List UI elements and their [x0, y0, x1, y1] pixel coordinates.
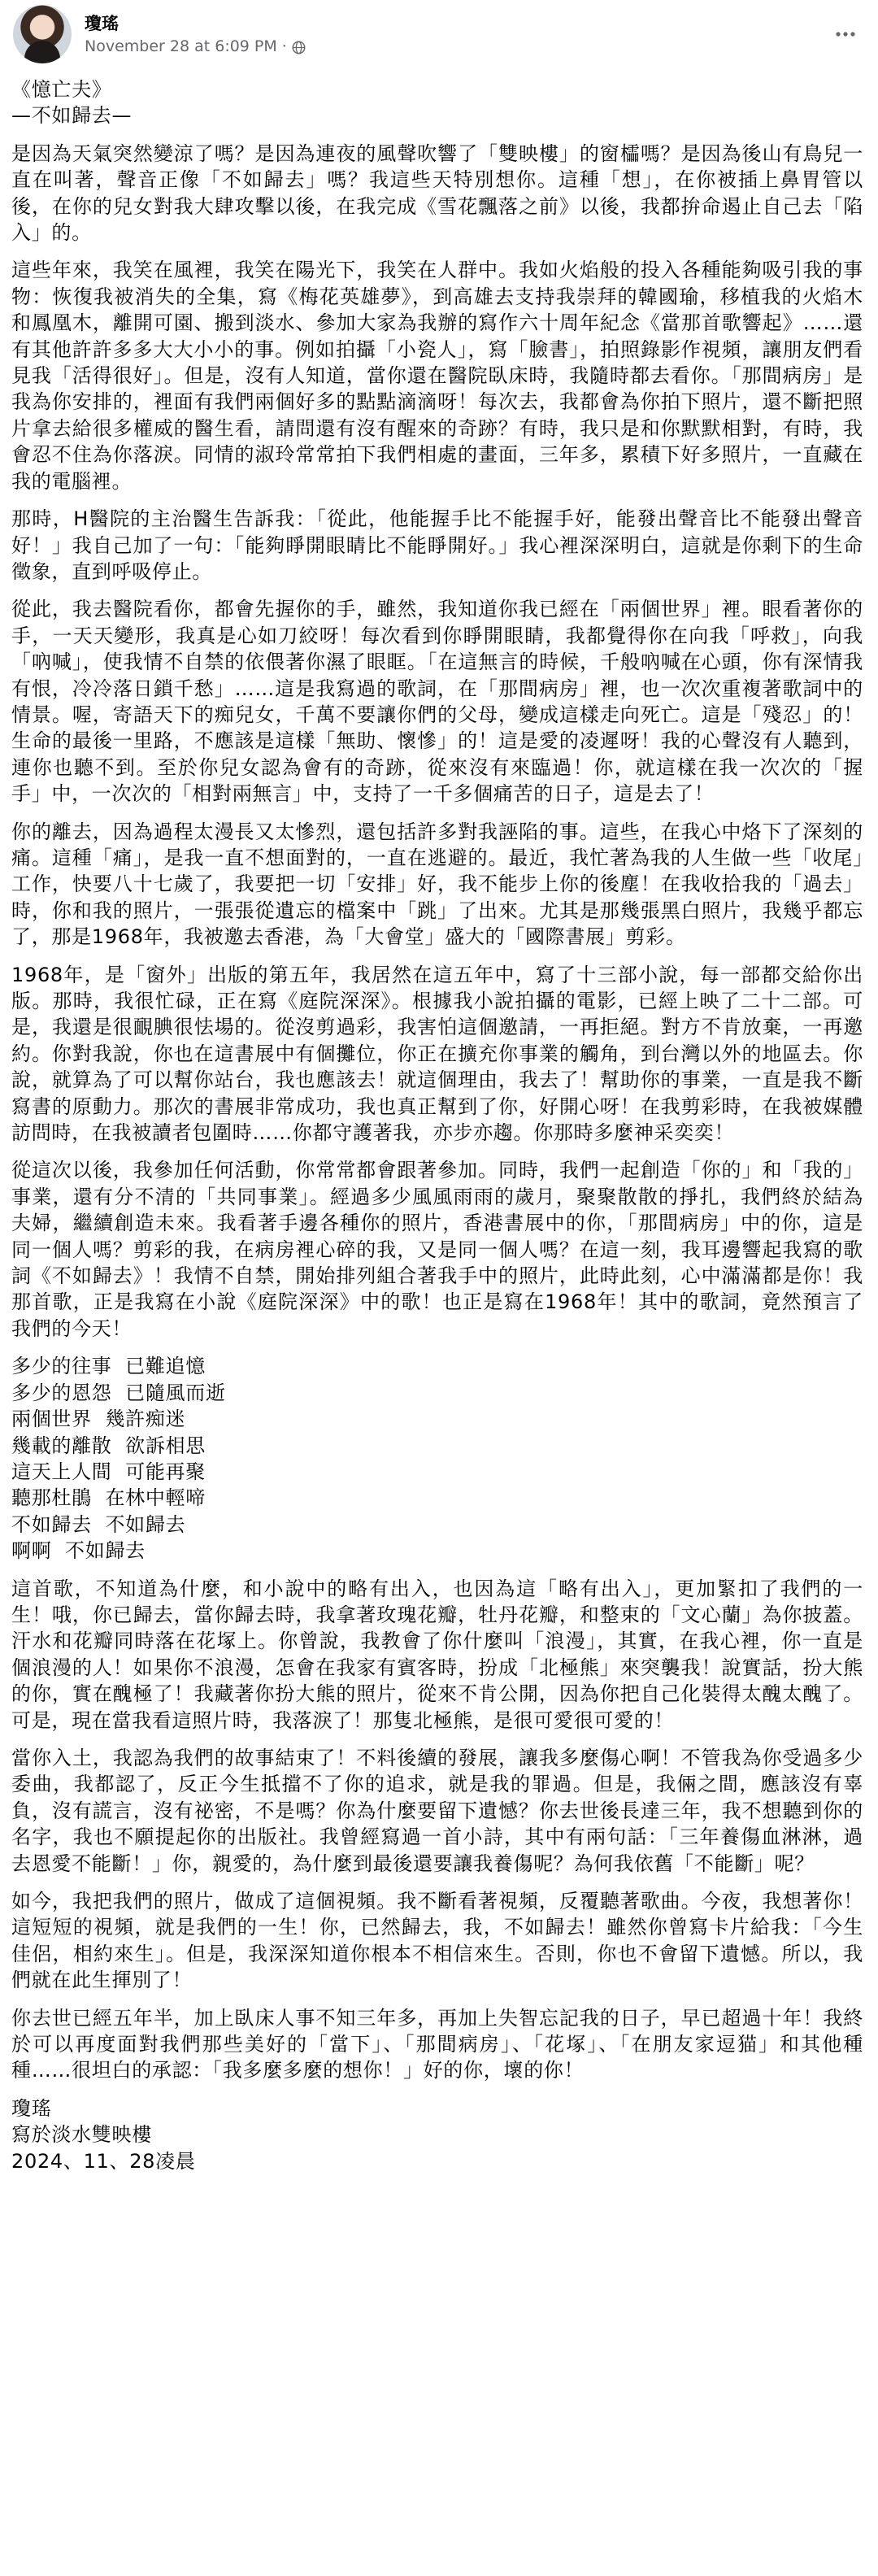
globe-icon[interactable] — [292, 40, 306, 54]
signature-place: 寫於淡水雙映樓 — [11, 2123, 152, 2147]
lyric-line: 多少的恩怨 已隨風而逝 — [11, 1381, 226, 1404]
paragraph: 是因為天氣突然變涼了嗎？是因為連夜的風聲吹響了「雙映樓」的窗櫺嗎？是因為後山有鳥兒一直在叫著，聲音正像「不如歸去」嗎？我這些天特別想你。這種「想」，在你被插上鼻胃管以後，在你的兒女對我大肆攻擊以後，在我完成《雪花飄落之前》以後，我都拚命遏止自己去「陷入」的。 — [11, 141, 863, 245]
lyric-line: 啊啊 不如歸去 — [11, 1539, 146, 1563]
more-horizontal-icon[interactable] — [826, 15, 865, 54]
post-body — [0, 68, 878, 2174]
signature-block — [11, 2095, 863, 2174]
lyric-line: 幾載的離散 欲訴相思 — [11, 1434, 206, 1457]
paragraph: 這首歌，不知道為什麼，和小說中的略有出入，也因為這「略有出入」，更加緊扣了我們的一生！哦，你已歸去，當你歸去時，我拿著玫瑰花瓣，牡丹花瓣，和整束的「文心蘭」為你披蓋。汗水和花瓣同時落在花塚上。你曾說，我教會了你什麼叫「浪漫」，其實，在我心裡，你一直是個浪漫的人！如果你不浪漫，怎會在我家有賓客時，扮成「北極熊」來突襲我！說實話，扮大熊的你，實在醜極了！我藏著你扮大熊的照片，從來不肯公開，因為你把自己化裝得太醜太醜了。可是，現在當我看這照片時，我落淚了！那隻北極熊，是很可愛很可愛的！ — [11, 1577, 863, 1732]
post-meta — [85, 12, 826, 56]
paragraph: 從這次以後，我參加任何活動，你常常都會跟著參加。同時，我們一起創造「你的」和「我的」事業，還有分不清的「共同事業」。經過多少風風雨雨的歲月，聚聚散散的掙扎，我們終於結為夫婦，繼續創造未來。我看著手邊各種你的照片，香港書展中的你，「那間病房」中的你，這是同一個人嗎？剪彩的我，在病房裡心碎的我，又是同一個人嗎？在這一刻，我耳邊響起我寫的歌詞《不如歸去》！我情不自禁，開始排列組合著我手中的照片，此時此刻，心中滿滿都是你！我那首歌，正是我寫在小說《庭院深深》中的歌！也正是寫在1968年！其中的歌詞，竟然預言了我們的今天！ — [11, 1159, 863, 1340]
paragraph: 1968年，是「窗外」出版的第五年，我居然在這五年中，寫了十三部小說，每一部都交給你出版。那時，我很忙碌，正在寫《庭院深深》。根據我小說拍攝的電影，已經上映了二十二部。可是，我還是很靦腆很怯場的。從沒剪過彩，我害怕這個邀請，一再拒絕。對方不肯放棄，一再邀約。你對我說，你也在這書展中有個攤位，你正在擴充你事業的觸角，到台灣以外的地區去。你說，就算為了可以幫你站台，我也應該去！就這個理由，我去了！幫助你的事業，一直是我不斷寫書的原動力。那次的書展非常成功，我也真正幫到了你，好開心呀！在我剪彩時，在我被媒體訪問時，在我被讀者包圍時……你都守護著我，亦步亦趨。你那時多麼神采奕奕！ — [11, 963, 863, 1145]
post-timestamp[interactable]: November 28 at 6:09 PM — [85, 37, 277, 55]
post-title-block — [11, 76, 863, 129]
signature-date: 2024、11、28凌晨 — [11, 2149, 196, 2173]
paragraph: 從此，我去醫院看你，都會先握你的手，雖然，我知道你我已經在「兩個世界」裡。眼看著你的手，一天天變形，我真是心如刀絞呀！每次看到你睜開眼睛，我都覺得你在向我「呼救」，向我「吶喊」，使我情不自禁的依偎著你濕了眼眶。「在這無言的時候，千般吶喊在心頭，你有深情我有恨，冷冷落日鎖千愁」……這是我寫過的歌詞，在「那間病房」裡，也一次次重複著歌詞中的情景。喔，寄語天下的痴兒女，千萬不要讓你們的父母，變成這樣走向死亡。這是「殘忍」的！生命的最後一里路，不應該是這樣「無助、懷慘」的！這是愛的凌遲呀！我的心聲沒有人聽到，連你也聽不到。至於你兒女認為會有的奇跡，從來沒有來臨過！你，就這樣在我一次次的「握手」中，一次次的「相對兩無言」中，支持了一千多個痛苦的日子，這是去了！ — [11, 598, 863, 806]
avatar-figure — [24, 41, 60, 63]
paragraph: 那時，H醫院的主治醫生告訴我：「從此，他能握手比不能握手好，能發出聲音比不能發出聲音好！」我自己加了一句：「能夠睜開眼睛比不能睜開好。」我心裡深深明白，這就是你剩下的生命徵象，直到呼吸停止。 — [11, 507, 863, 583]
paragraph: 你的離去，因為過程太漫長又太慘烈，還包括許多對我誣陷的事。這些，在我心中烙下了深刻的痛。這種「痛」，是我一直不想面對的，一直在逃避的。最近，我忙著為我的人生做一些「收尾」工作，快要八十七歲了，我要把一切「安排」好，我不能步上你的後塵！在我收拾我的「過去」時，你和我的照片，一張張從遺忘的檔案中「跳」了出來。尤其是那幾張黑白照片，我幾乎都忘了，那是1968年，我被邀去香港，為「大會堂」盛大的「國際書展」剪彩。 — [11, 820, 863, 949]
lyric-line: 兩個世界 幾許痴迷 — [11, 1408, 186, 1431]
author-name[interactable]: 瓊瑤 — [85, 14, 119, 33]
post-subtitle: —不如歸去— — [11, 104, 133, 128]
lyric-line: 這天上人間 可能再聚 — [11, 1460, 206, 1483]
paragraph: 這些年來，我笑在風裡，我笑在陽光下，我笑在人群中。我如火焰般的投入各種能夠吸引我的事物：恢復我被消失的全集，寫《梅花英雄夢》，到高雄去支持我崇拜的韓國瑜，移植我的火焰木和鳳凰木，離開可園、搬到淡水、參加大家為我辦的寫作六十周年紀念《當那首歌響起》……還有其他許許多多大大小小的事。例如拍攝「小瓷人」，寫「臉書」，拍照錄影作視頻，讓朋友們看見我「活得很好」。但是，沒有人知道，當你還在醫院臥床時，我隨時都去看你。「那間病房」是我為你安排的，裡面有我們兩個好多的點點滴滴呀！每次去，我都會為你拍下照片，還不斷把照片拿去給很多權威的醫生看，請問還有沒有醒來的奇跡？有時，我只是和你默默相對，有時，我會忍不住為你落淚。同情的淑玲常常拍下我們相處的畫面，三年多，累積下好多照片，一直藏在我的電腦裡。 — [11, 259, 863, 493]
paragraph: 你去世已經五年半，加上臥床人事不知三年多，再加上失智忘記我的日子，早已超過十年！我終於可以再度面對我們那些美好的「當下」、「那間病房」、「花塚」、「在朋友家逗猫」和其他種種……很坦白的承認：「我多麼多麼的想你！」好的你，壞的你！ — [11, 2006, 863, 2082]
lyric-line: 多少的往事 已難追憶 — [11, 1355, 206, 1378]
author-avatar[interactable] — [13, 5, 72, 63]
lyric-line: 聽那杜鵑 在林中輕啼 — [11, 1486, 206, 1510]
separator-dot: · — [281, 37, 287, 55]
signature-name: 瓊瑤 — [11, 2096, 52, 2120]
post-title: 《憶亡夫》 — [11, 78, 112, 101]
paragraph: 如今，我把我們的照片，做成了這個視頻。我不斷看著視頻，反覆聽著歌曲。今夜，我想著你！這短短的視頻，就是我們的一生！你，已然歸去，我，不如歸去！雖然你曾寫卡片給我：「今生佳侶，相約來生」。但是，我深深知道你根本不相信來生。否則，你也不會留下遺憾。所以，我們就在此生揮別了！ — [11, 1890, 863, 1992]
lyric-line: 不如歸去 不如歸去 — [11, 1512, 186, 1536]
paragraph: 當你入土，我認為我們的故事結束了！不料後續的發展，讓我多麼傷心啊！不管我為你受過多少委曲，我都認了，反正今生抵擋不了你的追求，就是我的罪過。但是，我倆之間，應該沒有辜負，沒有謊言，沒有祕密，不是嗎？你為什麼要留下遺憾？你去世後長達三年，我不想聽到你的名字，我也不願提起你的出版社。我曾經寫過一首小詩，其中有兩句話：「三年養傷血淋淋，過去恩愛不能斷！」你，親愛的，為什麼到最後還要讓我養傷呢？為何我依舊「不能斷」呢？ — [11, 1746, 863, 1875]
post-header — [0, 0, 878, 68]
song-lyrics — [11, 1353, 863, 1564]
post-subline — [85, 37, 826, 56]
